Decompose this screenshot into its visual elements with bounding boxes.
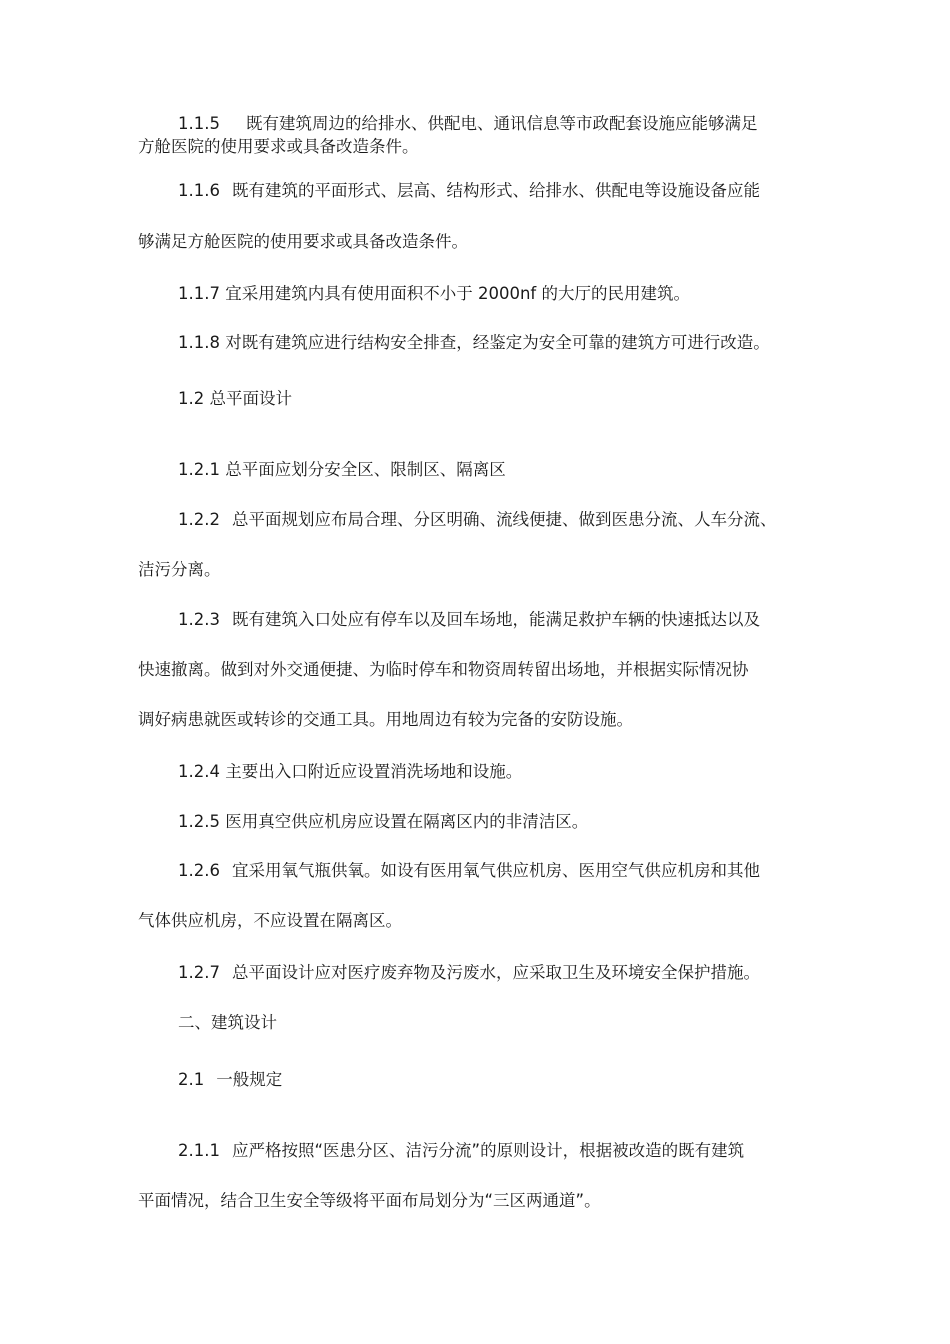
paragraph-1-2-2 — [178, 509, 776, 531]
paragraph-1-1-6 — [178, 180, 760, 202]
clause-number: 1.2.3 — [178, 610, 220, 629]
paragraph-1-2-7 — [178, 962, 760, 984]
clause-text: 既有建筑周边的给排水、供配电、通讯信息等市政配套设施应能够满足 — [245, 114, 758, 133]
paragraph-continuation: 平面情况，结合卫生安全等级将平面布局划分为“三区两通道”。 — [138, 1191, 601, 1210]
paragraph-1-1-5 — [178, 113, 757, 135]
paragraph-continuation: 洁污分离。 — [138, 560, 221, 579]
paragraph-1-2-4: 1.2.4 主要出入口附近应设置消洗场地和设施。 — [178, 762, 523, 781]
chapter-heading-2: 二、建筑设计 — [178, 1013, 277, 1032]
clause-number: 1.2.6 — [178, 861, 220, 880]
paragraph-continuation: 方舱医院的使用要求或具备改造条件。 — [138, 137, 419, 156]
clause-text: 既有建筑入口处应有停车以及回车场地，能满足救护车辆的快速抵达以及 — [231, 610, 760, 629]
clause-text: 宜采用氧气瓶供氧。如设有医用氧气供应机房、医用空气供应机房和其他 — [231, 861, 760, 880]
clause-text: 总平面设计应对医疗废弃物及污废水，应采取卫生及环境安全保护措施。 — [231, 963, 760, 982]
paragraph-continuation: 够满足方舱医院的使用要求或具备改造条件。 — [138, 232, 468, 251]
paragraph-continuation: 快速撤离。做到对外交通便捷、为临时停车和物资周转留出场地，并根据实际情况协 — [138, 660, 749, 679]
section-heading-1-2: 1.2 总平面设计 — [178, 389, 292, 408]
paragraph-continuation: 气体供应机房，不应设置在隔离区。 — [138, 911, 402, 930]
clause-number: 1.1.5 — [178, 114, 220, 133]
paragraph-continuation: 调好病患就医或转诊的交通工具。用地周边有较为完备的安防设施。 — [138, 710, 633, 729]
clause-number: 2.1 — [178, 1070, 205, 1089]
clause-number: 2.1.1 — [178, 1141, 220, 1160]
clause-text: 总平面规划应布局合理、分区明确、流线便捷、做到医患分流、人车分流、 — [231, 510, 777, 529]
clause-text: 应严格按照“医患分区、洁污分流”的原则设计，根据被改造的既有建筑 — [231, 1141, 745, 1160]
clause-text: 既有建筑的平面形式、层高、结构形式、给排水、供配电等设施设备应能 — [231, 181, 760, 200]
clause-text: 一般规定 — [216, 1070, 283, 1089]
paragraph-1-2-3 — [178, 609, 760, 631]
clause-number: 1.2.2 — [178, 510, 220, 529]
paragraph-1-2-1: 1.2.1 总平面应划分安全区、限制区、隔离区 — [178, 460, 506, 479]
paragraph-1-2-5: 1.2.5 医用真空供应机房应设置在隔离区内的非清洁区。 — [178, 812, 589, 831]
paragraph-2-1-1 — [178, 1140, 744, 1162]
paragraph-1-2-6 — [178, 860, 760, 882]
clause-number: 1.1.6 — [178, 181, 220, 200]
paragraph-1-1-8: 1.1.8 对既有建筑应进行结构安全排查，经鉴定为安全可靠的建筑方可进行改造。 — [178, 333, 770, 352]
section-heading-2-1 — [178, 1069, 282, 1091]
paragraph-1-1-7: 1.1.7 宜采用建筑内具有使用面积不小于 2000nf 的大厅的民用建筑。 — [178, 284, 690, 303]
clause-number: 1.2.7 — [178, 963, 220, 982]
